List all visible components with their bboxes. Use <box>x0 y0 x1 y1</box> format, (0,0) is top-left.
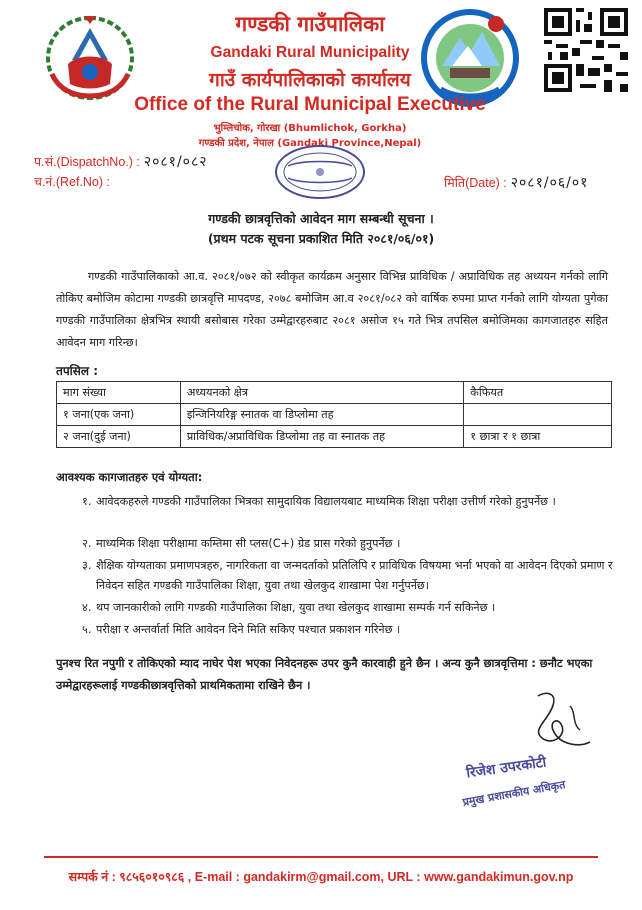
dispatch-label: प.सं.(DispatchNo.) : <box>34 155 140 169</box>
address-line-1: भुम्लिचोक, गोरखा (Bhumlichok, Gorkha) <box>213 123 407 134</box>
date-label: मिति(Date) : <box>444 176 507 190</box>
table-cell: १ छात्रा र १ छात्रा <box>464 426 612 448</box>
notice-subtitle: (प्रथम पटक सूचना प्रकाशित मिति २०८१/०६/०१) <box>207 231 435 246</box>
issue-date <box>444 173 588 192</box>
ref-label: च.नं.(Ref.No) : <box>34 175 110 189</box>
requirement-item <box>82 556 616 596</box>
signatory-name: रिजेश उपरकोटी <box>465 754 548 782</box>
requirement-number: २. <box>82 537 92 550</box>
footer-contact: सम्पर्क नं : ९८५६०१०९८६ , E-mail : gandakirm@gmail.com, URL : www.gandakimun.gov.np <box>68 870 574 884</box>
requirement-number: ५. <box>82 623 92 636</box>
table-cell: प्राविधिक/अप्राविधिक डिप्लोमा तह वा स्नातक तह <box>180 426 463 448</box>
requirement-text: शैक्षिक योग्यताका प्रमाणपत्रहरु, नागरिकता वा जन्मदर्ताको प्रतिलिपि र प्राविधिक विषयमा भर्ना भएको वा आवेदन दिएको प्रमाण र निवेदन सहित गण्डकी गाउँपालिका शिक्षा, युवा तथा खेलकुद शाखामा पेश गर्नुपर्नेछ। <box>96 559 613 592</box>
table-cell: इन्जिनियरिङ्ग स्नातक वा डिप्लोमा तह <box>180 404 463 426</box>
requirement-text: थप जानकारीको लागि गण्डकी गाउँपालिका शिक्षा, युवा तथा खेलकुद शाखामा सम्पर्क गर्न सकिनेछ । <box>96 601 496 614</box>
address-line-2: गण्डकी प्रदेश, नेपाल (Gandaki Province,Nepal) <box>198 138 422 149</box>
table-header-cell: अध्ययनको क्षेत्र <box>180 382 463 404</box>
signatory-title: प्रमुख प्रशासकीय अधिकृत <box>461 778 567 809</box>
notice-body: गण्डकी गाउँपालिकाको आ.व. २०८१/०७२ को स्वीकृत कार्यक्रम अनुसार विभिन्न प्राविधिक / अप्राविधिक तह अध्ययन गर्नको लागि तोकिए बमोजिम कोटामा गण्डकी छात्रवृत्ति मापदण्ड, २०७८ बमोजिम आ.व २०८१/०८२ को वार्षिक रुपमा प्राप्त गर्नको लागि योग्यता पुगेका गण्डकी गाउँपालिका क्षेत्रभित्र स्थायी बसोबास गरेका उम्मेद्वारहरुबाट २०८१ असोज १५ गते भित्र तपसिल बमोजिमका कागजातहरु सहित आवेदन माग गरिन्छ। <box>56 270 608 349</box>
requirement-item <box>82 492 616 512</box>
requirement-text: परीक्षा र अन्तर्वार्ता मिति आवेदन दिने मिति सकिए पश्चात प्रकाशन गरिनेछ । <box>96 623 401 636</box>
closing-note: पुनश्च रित नपुगी र तोकिएको म्याद नाघेर पेश भएका निवेदनहरू उपर कुनै कारवाही हुने छैन । अन्य कुनै छात्रवृत्तिमा : छनौट भएका उम्मेद्वारहरूलाई गण्डकीछात्रवृत्तिको प्राथमिकतामा राखिने छैन । <box>56 657 593 692</box>
office-name-en: Office of the Rural Municipal Executive <box>134 94 486 115</box>
footer-divider <box>44 856 598 858</box>
requirement-number: ४. <box>82 601 92 614</box>
notice-title: गण्डकी छात्रवृत्तिको आवेदन माग सम्बन्धी सूचना । <box>208 211 434 226</box>
qr-code-icon <box>544 8 628 92</box>
table-cell: २ जना(दुई जना) <box>57 426 181 448</box>
municipality-name-np: गण्डकी गाउँपालिका <box>235 12 385 36</box>
table-row <box>57 404 612 426</box>
requirement-item <box>82 620 616 640</box>
office-stamp-icon <box>270 140 370 204</box>
requirement-text: आवेदकहरुले गण्डकी गाउँपालिका भित्रका सामुदायिक विद्यालयबाट माध्यमिक शिक्षा परीक्षा उत्तीर्ण गरेको हुनुपर्नेछ । <box>96 495 556 508</box>
dispatch-value: २०८१/०८२ <box>143 154 208 170</box>
requirement-text: माध्यमिक शिक्षा परीक्षामा कम्तिमा सी प्लस(C+) ग्रेड प्रास गरेको हुनुपर्नेछ । <box>96 537 401 550</box>
municipality-name-en: Gandaki Rural Municipality <box>210 44 410 61</box>
quota-table <box>56 381 612 448</box>
table-cell: १ जना(एक जना) <box>57 404 181 426</box>
requirements-title: आवश्यक कागजातहरु एवं योग्यता: <box>56 470 203 484</box>
requirement-number: १. <box>82 495 92 508</box>
table-row <box>57 426 612 448</box>
table-header-row <box>57 382 612 404</box>
table-cell <box>464 404 612 426</box>
requirement-item <box>82 598 616 618</box>
signature-icon <box>518 686 602 760</box>
table-header-cell: कैफियत <box>464 382 612 404</box>
reference-number <box>34 173 110 190</box>
requirement-item <box>82 534 616 554</box>
office-name-np: गाउँ कार्यपालिकाको कार्यालय <box>209 69 411 91</box>
requirement-number: ३. <box>82 559 92 572</box>
date-value: २०८१/०६/०१ <box>510 175 589 191</box>
table-header-cell: माग संख्या <box>57 382 181 404</box>
dispatch-number <box>34 152 208 171</box>
table-label: तपसिल : <box>56 364 98 378</box>
